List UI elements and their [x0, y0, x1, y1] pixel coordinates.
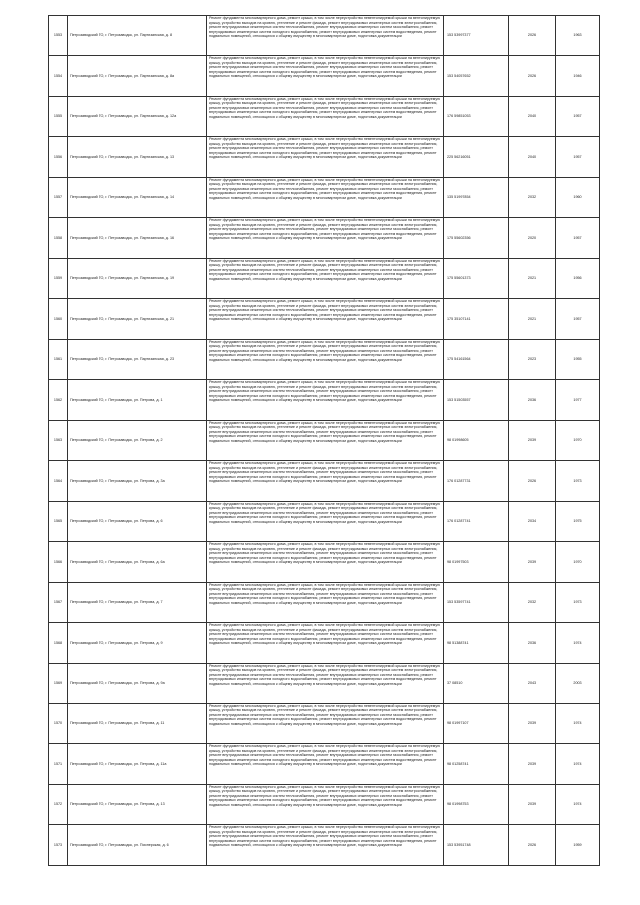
- repair-works-cell: Ремонт фундамента многоквартирного дома, ремонт крыши, в том числе переустройство невентилируемой крыши на вентилируемую крышу, устройство выходов на кровлю, утепление и ремонт фасада, ремонт внутридомовых инженерных систем электроснабжения, ремонт внутридомовых инженерных систем теплоснабжения, ремонт внутридомовых инженерных систем газоснабжения, ремонт внутридомовых инженерных систем холодного водоснабжения, ремонт внутридомовых инженерных систем водоотведения, ремонт подвальных помещений, относящихся к общему имуществу в многоквартирном доме, подготовка документации: [207, 16, 444, 56]
- repair-works-cell: Ремонт фундамента многоквартирного дома, ремонт крыши, в том числе переустройство невентилируемой крыши на вентилируемую крышу, устройство выходов на кровлю, утепление и ремонт фасада, ремонт внутридомовых инженерных систем электроснабжения, ремонт внутридомовых инженерных систем теплоснабжения, ремонт внутридомовых инженерных систем газоснабжения, ремонт внутридомовых инженерных систем холодного водоснабжения, ремонт внутридомовых инженерных систем водоотведения, ремонт подвальных помещений, относящихся к общему имуществу в многоквартирном доме, подготовка документации: [207, 542, 444, 582]
- address-cell: Петрозаводский ГО, г. Петрозаводск, ул. Петрова, д. 11: [68, 703, 207, 743]
- planned-year-cell: 2021: [509, 299, 556, 339]
- row-number-cell: 1567: [49, 582, 68, 622]
- address-cell: Петрозаводский ГО, г. Петрозаводск, ул. Петрова, д. 1: [68, 380, 207, 420]
- cost-cell: 175 55601373: [444, 258, 509, 298]
- build-year-cell: 1974: [556, 784, 600, 824]
- row-number-cell: 1573: [49, 825, 68, 865]
- address-cell: Петрозаводский ГО, г. Петрозаводск, ул. Петрова, д. 6а: [68, 542, 207, 582]
- repair-works-cell: Ремонт фундамента многоквартирного дома, ремонт крыши, в том числе переустройство невентилируемой крыши на вентилируемую крышу, устройство выходов на кровлю, утепление и ремонт фасада, ремонт внутридомовых инженерных систем электроснабжения, ремонт внутридомовых инженерных систем теплоснабжения, ремонт внутридомовых инженерных систем газоснабжения, ремонт внутридомовых инженерных систем холодного водоснабжения, ремонт внутридомовых инженерных систем водоотведения, ремонт подвальных помещений, относящихся к общему имуществу в многоквартирном доме, подготовка документации: [207, 380, 444, 420]
- table-row: [49, 784, 600, 824]
- address-cell: Петрозаводский ГО, г. Петрозаводск, ул. Петрова, д. 6: [68, 501, 207, 541]
- table-row: [49, 703, 600, 743]
- repair-works-cell: Ремонт фундамента многоквартирного дома, ремонт крыши, в том числе переустройство невентилируемой крыши на вентилируемую крышу, устройство выходов на кровлю, утепление и ремонт фасада, ремонт внутридомовых инженерных систем электроснабжения, ремонт внутридомовых инженерных систем теплоснабжения, ремонт внутридомовых инженерных систем газоснабжения, ремонт внутридомовых инженерных систем холодного водоснабжения, ремонт внутридомовых инженерных систем водоотведения, ремонт подвальных помещений, относящихся к общему имуществу в многоквартирном доме, подготовка документации: [207, 825, 444, 865]
- table-row: [49, 461, 600, 501]
- planned-year-cell: 2026: [509, 461, 556, 501]
- planned-year-cell: 2040: [509, 137, 556, 177]
- cost-cell: 153 51503557: [444, 380, 509, 420]
- table-row: [49, 299, 600, 339]
- table-row: [49, 137, 600, 177]
- repair-works-cell: Ремонт фундамента многоквартирного дома, ремонт крыши, в том числе переустройство невентилируемой крыши на вентилируемую крышу, устройство выходов на кровлю, утепление и ремонт фасада, ремонт внутридомовых инженерных систем электроснабжения, ремонт внутридомовых инженерных систем теплоснабжения, ремонт внутридомовых инженерных систем газоснабжения, ремонт внутридомовых инженерных систем холодного водоснабжения, ремонт внутридомовых инженерных систем водоотведения, ремонт подвальных помещений, относящихся к общему имуществу в многоквартирном доме, подготовка документации: [207, 137, 444, 177]
- row-number-cell: 1560: [49, 299, 68, 339]
- planned-year-cell: 2026: [509, 56, 556, 96]
- table-row: [49, 825, 600, 865]
- repair-works-cell: Ремонт фундамента многоквартирного дома, ремонт крыши, в том числе переустройство невентилируемой крыши на вентилируемую крышу, устройство выходов на кровлю, утепление и ремонт фасада, ремонт внутридомовых инженерных систем электроснабжения, ремонт внутридомовых инженерных систем теплоснабжения, ремонт внутридомовых инженерных систем газоснабжения, ремонт внутридомовых инженерных систем холодного водоснабжения, ремонт внутридомовых инженерных систем водоотведения, ремонт подвальных помещений, относящихся к общему имуществу в многоквартирном доме, подготовка документации: [207, 582, 444, 622]
- build-year-cell: 1974: [556, 744, 600, 784]
- cost-cell: 98 01998753: [444, 784, 509, 824]
- address-cell: Петрозаводский ГО, г. Петрозаводск, ул. Петрова, д. 11а: [68, 744, 207, 784]
- row-number-cell: 1562: [49, 380, 68, 420]
- cost-cell: 135 51997854: [444, 177, 509, 217]
- address-cell: Петрозаводский ГО, г. Петрозаводск, ул. Партизанская, д. 23: [68, 339, 207, 379]
- build-year-cell: 1957: [556, 299, 600, 339]
- build-year-cell: 1974: [556, 623, 600, 663]
- address-cell: Петрозаводский ГО, г. Петрозаводск, ул. Петрова, д. 9: [68, 623, 207, 663]
- address-cell: Петрозаводский ГО, г. Петрозаводск, ул. Петрова, д. 9а: [68, 663, 207, 703]
- planned-year-cell: 2039: [509, 703, 556, 743]
- cost-cell: 98 01997503: [444, 542, 509, 582]
- row-number-cell: 1553: [49, 16, 68, 56]
- row-number-cell: 1558: [49, 218, 68, 258]
- cost-cell: 153 53997377: [444, 16, 509, 56]
- cost-cell: 225 56216051: [444, 137, 509, 177]
- planned-year-cell: 2032: [509, 582, 556, 622]
- address-cell: Петрозаводский ГО, г. Петрозаводск, ул. Партизанская, д. 21: [68, 299, 207, 339]
- row-number-cell: 1559: [49, 258, 68, 298]
- table-body: [49, 16, 600, 866]
- planned-year-cell: 2039: [509, 542, 556, 582]
- row-number-cell: 1554: [49, 56, 68, 96]
- table-row: [49, 623, 600, 663]
- build-year-cell: 1957: [556, 96, 600, 136]
- build-year-cell: 1955: [556, 339, 600, 379]
- row-number-cell: 1568: [49, 623, 68, 663]
- repair-works-cell: Ремонт фундамента многоквартирного дома, ремонт крыши, в том числе переустройство невентилируемой крыши на вентилируемую крышу, устройство выходов на кровлю, утепление и ремонт фасада, ремонт внутридомовых инженерных систем электроснабжения, ремонт внутридомовых инженерных систем теплоснабжения, ремонт внутридомовых инженерных систем газоснабжения, ремонт внутридомовых инженерных систем холодного водоснабжения, ремонт внутридомовых инженерных систем водоотведения, ремонт подвальных помещений, относящихся к общему имуществу в многоквартирном доме, подготовка документации: [207, 703, 444, 743]
- cost-cell: 175 35107141: [444, 299, 509, 339]
- planned-year-cell: 2036: [509, 623, 556, 663]
- row-number-cell: 1569: [49, 663, 68, 703]
- build-year-cell: 1975: [556, 501, 600, 541]
- table-row: [49, 258, 600, 298]
- repair-works-cell: Ремонт фундамента многоквартирного дома, ремонт крыши, в том числе переустройство невентилируемой крыши на вентилируемую крышу, устройство выходов на кровлю, утепление и ремонт фасада, ремонт внутридомовых инженерных систем электроснабжения, ремонт внутридомовых инженерных систем теплоснабжения, ремонт внутридомовых инженерных систем газоснабжения, ремонт внутридомовых инженерных систем холодного водоснабжения, ремонт внутридомовых инженерных систем водоотведения, ремонт подвальных помещений, относящихся к общему имуществу в многоквартирном доме, подготовка документации: [207, 177, 444, 217]
- repair-works-cell: Ремонт фундамента многоквартирного дома, ремонт крыши, в том числе переустройство невентилируемой крыши на вентилируемую крышу, устройство выходов на кровлю, утепление и ремонт фасада, ремонт внутридомовых инженерных систем электроснабжения, ремонт внутридомовых инженерных систем теплоснабжения, ремонт внутридомовых инженерных систем газоснабжения, ремонт внутридомовых инженерных систем холодного водоснабжения, ремонт внутридомовых инженерных систем водоотведения, ремонт подвальных помещений, относящихся к общему имуществу в многоквартирном доме, подготовка документации: [207, 339, 444, 379]
- repair-works-cell: Ремонт фундамента многоквартирного дома, ремонт крыши, в том числе переустройство невентилируемой крыши на вентилируемую крышу, устройство выходов на кровлю, утепление и ремонт фасада, ремонт внутридомовых инженерных систем электроснабжения, ремонт внутридомовых инженерных систем теплоснабжения, ремонт внутридомовых инженерных систем газоснабжения, ремонт внутридомовых инженерных систем холодного водоснабжения, ремонт внутридомовых инженерных систем водоотведения, ремонт подвальных помещений, относящихся к общему имуществу в многоквартирном доме, подготовка документации: [207, 218, 444, 258]
- row-number-cell: 1555: [49, 96, 68, 136]
- row-number-cell: 1572: [49, 784, 68, 824]
- planned-year-cell: 2036: [509, 380, 556, 420]
- repair-works-cell: Ремонт фундамента многоквартирного дома, ремонт крыши, в том числе переустройство невентилируемой крыши на вентилируемую крышу, устройство выходов на кровлю, утепление и ремонт фасада, ремонт внутридомовых инженерных систем электроснабжения, ремонт внутридомовых инженерных систем теплоснабжения, ремонт внутридомовых инженерных систем газоснабжения, ремонт внутридомовых инженерных систем холодного водоснабжения, ремонт внутридомовых инженерных систем водоотведения, ремонт подвальных помещений, относящихся к общему имуществу в многоквартирном доме, подготовка документации: [207, 258, 444, 298]
- cost-cell: 98 01258741: [444, 744, 509, 784]
- planned-year-cell: 2026: [509, 16, 556, 56]
- cost-cell: 98 01998605: [444, 420, 509, 460]
- repair-works-cell: Ремонт фундамента многоквартирного дома, ремонт крыши, в том числе переустройство невентилируемой крыши на вентилируемую крышу, устройство выходов на кровлю, утепление и ремонт фасада, ремонт внутридомовых инженерных систем электроснабжения, ремонт внутридомовых инженерных систем теплоснабжения, ремонт внутридомовых инженерных систем газоснабжения, ремонт внутридомовых инженерных систем холодного водоснабжения, ремонт внутридомовых инженерных систем водоотведения, ремонт подвальных помещений, относящихся к общему имуществу в многоквартирном доме, подготовка документации: [207, 56, 444, 96]
- repair-works-cell: Ремонт фундамента многоквартирного дома, ремонт крыши, в том числе переустройство невентилируемой крыши на вентилируемую крышу, устройство выходов на кровлю, утепление и ремонт фасада, ремонт внутридомовых инженерных систем электроснабжения, ремонт внутридомовых инженерных систем теплоснабжения, ремонт внутридомовых инженерных систем газоснабжения, ремонт внутридомовых инженерных систем холодного водоснабжения, ремонт внутридомовых инженерных систем водоотведения, ремонт подвальных помещений, относящихся к общему имуществу в многоквартирном доме, подготовка документации: [207, 623, 444, 663]
- planned-year-cell: 2032: [509, 177, 556, 217]
- register-sheet: [48, 15, 599, 866]
- cost-cell: 98 51388741: [444, 623, 509, 663]
- repair-works-cell: Ремонт фундамента многоквартирного дома, ремонт крыши, в том числе переустройство невентилируемой крыши на вентилируемую крышу, устройство выходов на кровлю, утепление и ремонт фасада, ремонт внутридомовых инженерных систем электроснабжения, ремонт внутридомовых инженерных систем теплоснабжения, ремонт внутридомовых инженерных систем газоснабжения, ремонт внутридомовых инженерных систем холодного водоснабжения, ремонт внутридомовых инженерных систем водоотведения, ремонт подвальных помещений, относящихся к общему имуществу в многоквартирном доме, подготовка документации: [207, 784, 444, 824]
- build-year-cell: 1973: [556, 461, 600, 501]
- address-cell: Петрозаводский ГО, г. Петрозаводск, ул. Петрова, д. 7: [68, 582, 207, 622]
- build-year-cell: 1973: [556, 582, 600, 622]
- planned-year-cell: 2043: [509, 663, 556, 703]
- build-year-cell: 2003: [556, 663, 600, 703]
- address-cell: Петрозаводский ГО, г. Петрозаводск, ул. Партизанская, д. 8а: [68, 56, 207, 96]
- row-number-cell: 1570: [49, 703, 68, 743]
- table-row: [49, 663, 600, 703]
- build-year-cell: 1977: [556, 380, 600, 420]
- build-year-cell: 1956: [556, 258, 600, 298]
- repair-works-cell: Ремонт фундамента многоквартирного дома, ремонт крыши, в том числе переустройство невентилируемой крыши на вентилируемую крышу, устройство выходов на кровлю, утепление и ремонт фасада, ремонт внутридомовых инженерных систем электроснабжения, ремонт внутридомовых инженерных систем теплоснабжения, ремонт внутридомовых инженерных систем газоснабжения, ремонт внутридомовых инженерных систем холодного водоснабжения, ремонт внутридомовых инженерных систем водоотведения, ремонт подвальных помещений, относящихся к общему имуществу в многоквартирном доме, подготовка документации: [207, 96, 444, 136]
- address-cell: Петрозаводский ГО, г. Петрозаводск, ул. Партизанская, д. 19: [68, 258, 207, 298]
- table-row: [49, 339, 600, 379]
- address-cell: Петрозаводский ГО, г. Петрозаводск, ул. Пионерская, д. 6: [68, 825, 207, 865]
- cost-cell: 176 59851053: [444, 96, 509, 136]
- table-row: [49, 218, 600, 258]
- build-year-cell: 1970: [556, 420, 600, 460]
- row-number-cell: 1557: [49, 177, 68, 217]
- build-year-cell: 1974: [556, 703, 600, 743]
- table-row: [49, 16, 600, 56]
- build-year-cell: 1960: [556, 177, 600, 217]
- planned-year-cell: 2026: [509, 825, 556, 865]
- row-number-cell: 1556: [49, 137, 68, 177]
- planned-year-cell: 2039: [509, 744, 556, 784]
- cost-cell: 153 54057652: [444, 56, 509, 96]
- cost-cell: 98 01997107: [444, 703, 509, 743]
- repair-works-cell: Ремонт фундамента многоквартирного дома, ремонт крыши, в том числе переустройство невентилируемой крыши на вентилируемую крышу, устройство выходов на кровлю, утепление и ремонт фасада, ремонт внутридомовых инженерных систем электроснабжения, ремонт внутридомовых инженерных систем теплоснабжения, ремонт внутридомовых инженерных систем газоснабжения, ремонт внутридомовых инженерных систем холодного водоснабжения, ремонт внутридомовых инженерных систем водоотведения, ремонт подвальных помещений, относящихся к общему имуществу в многоквартирном доме, подготовка документации: [207, 420, 444, 460]
- build-year-cell: 1970: [556, 542, 600, 582]
- planned-year-cell: 2039: [509, 420, 556, 460]
- cost-cell: 176 01287731: [444, 461, 509, 501]
- row-number-cell: 1563: [49, 420, 68, 460]
- cost-cell: 175 54161564: [444, 339, 509, 379]
- planned-year-cell: 2020: [509, 218, 556, 258]
- repair-works-cell: Ремонт фундамента многоквартирного дома, ремонт крыши, в том числе переустройство невентилируемой крыши на вентилируемую крышу, устройство выходов на кровлю, утепление и ремонт фасада, ремонт внутридомовых инженерных систем электроснабжения, ремонт внутридомовых инженерных систем теплоснабжения, ремонт внутридомовых инженерных систем газоснабжения, ремонт внутридомовых инженерных систем холодного водоснабжения, ремонт внутридомовых инженерных систем водоотведения, ремонт подвальных помещений, относящихся к общему имуществу в многоквартирном доме, подготовка документации: [207, 461, 444, 501]
- row-number-cell: 1565: [49, 501, 68, 541]
- row-number-cell: 1571: [49, 744, 68, 784]
- table-row: [49, 542, 600, 582]
- address-cell: Петрозаводский ГО, г. Петрозаводск, ул. Петрова, д. 13: [68, 784, 207, 824]
- planned-year-cell: 2039: [509, 784, 556, 824]
- table-row: [49, 56, 600, 96]
- address-cell: Петрозаводский ГО, г. Петрозаводск, ул. Петрова, д. 2: [68, 420, 207, 460]
- address-cell: Петрозаводский ГО, г. Петрозаводск, ул. Партизанская, д. 16: [68, 218, 207, 258]
- address-cell: Петрозаводский ГО, г. Петрозаводск, ул. Партизанская, д. 8: [68, 16, 207, 56]
- cost-cell: 176 01287741: [444, 501, 509, 541]
- table-row: [49, 380, 600, 420]
- table-row: [49, 420, 600, 460]
- build-year-cell: 1959: [556, 825, 600, 865]
- table-row: [49, 96, 600, 136]
- table-row: [49, 744, 600, 784]
- row-number-cell: 1566: [49, 542, 68, 582]
- address-cell: Петрозаводский ГО, г. Петрозаводск, ул. Партизанская, д. 12а: [68, 96, 207, 136]
- capital-repair-table: [48, 15, 600, 866]
- row-number-cell: 1561: [49, 339, 68, 379]
- cost-cell: 153 53951748: [444, 825, 509, 865]
- repair-works-cell: Ремонт фундамента многоквартирного дома, ремонт крыши, в том числе переустройство невентилируемой крыши на вентилируемую крышу, устройство выходов на кровлю, утепление и ремонт фасада, ремонт внутридомовых инженерных систем электроснабжения, ремонт внутридомовых инженерных систем теплоснабжения, ремонт внутридомовых инженерных систем газоснабжения, ремонт внутридомовых инженерных систем холодного водоснабжения, ремонт внутридомовых инженерных систем водоотведения, ремонт подвальных помещений, относящихся к общему имуществу в многоквартирном доме, подготовка документации: [207, 299, 444, 339]
- planned-year-cell: 2023: [509, 339, 556, 379]
- address-cell: Петрозаводский ГО, г. Петрозаводск, ул. Партизанская, д. 13: [68, 137, 207, 177]
- planned-year-cell: 2040: [509, 96, 556, 136]
- repair-works-cell: Ремонт фундамента многоквартирного дома, ремонт крыши, в том числе переустройство невентилируемой крыши на вентилируемую крышу, устройство выходов на кровлю, утепление и ремонт фасада, ремонт внутридомовых инженерных систем электроснабжения, ремонт внутридомовых инженерных систем теплоснабжения, ремонт внутридомовых инженерных систем газоснабжения, ремонт внутридомовых инженерных систем холодного водоснабжения, ремонт внутридомовых инженерных систем водоотведения, ремонт подвальных помещений, относящихся к общему имуществу в многоквартирном доме, подготовка документации: [207, 663, 444, 703]
- address-cell: Петрозаводский ГО, г. Петрозаводск, ул. Партизанская, д. 14: [68, 177, 207, 217]
- build-year-cell: 1963: [556, 16, 600, 56]
- table-row: [49, 582, 600, 622]
- build-year-cell: 1957: [556, 218, 600, 258]
- table-row: [49, 501, 600, 541]
- build-year-cell: 1946: [556, 56, 600, 96]
- row-number-cell: 1564: [49, 461, 68, 501]
- address-cell: Петрозаводский ГО, г. Петрозаводск, ул. Петрова, д. 3а: [68, 461, 207, 501]
- build-year-cell: 1957: [556, 137, 600, 177]
- cost-cell: 175 55602356: [444, 218, 509, 258]
- planned-year-cell: 2021: [509, 258, 556, 298]
- planned-year-cell: 2034: [509, 501, 556, 541]
- cost-cell: 153 53597741: [444, 582, 509, 622]
- repair-works-cell: Ремонт фундамента многоквартирного дома, ремонт крыши, в том числе переустройство невентилируемой крыши на вентилируемую крышу, устройство выходов на кровлю, утепление и ремонт фасада, ремонт внутридомовых инженерных систем электроснабжения, ремонт внутридомовых инженерных систем теплоснабжения, ремонт внутридомовых инженерных систем газоснабжения, ремонт внутридомовых инженерных систем холодного водоснабжения, ремонт внутридомовых инженерных систем водоотведения, ремонт подвальных помещений, относящихся к общему имуществу в многоквартирном доме, подготовка документации: [207, 501, 444, 541]
- repair-works-cell: Ремонт фундамента многоквартирного дома, ремонт крыши, в том числе переустройство невентилируемой крыши на вентилируемую крышу, устройство выходов на кровлю, утепление и ремонт фасада, ремонт внутридомовых инженерных систем электроснабжения, ремонт внутридомовых инженерных систем теплоснабжения, ремонт внутридомовых инженерных систем газоснабжения, ремонт внутридомовых инженерных систем холодного водоснабжения, ремонт внутридомовых инженерных систем водоотведения, ремонт подвальных помещений, относящихся к общему имуществу в многоквартирном доме, подготовка документации: [207, 744, 444, 784]
- table-row: [49, 177, 600, 217]
- cost-cell: 37 08510: [444, 663, 509, 703]
